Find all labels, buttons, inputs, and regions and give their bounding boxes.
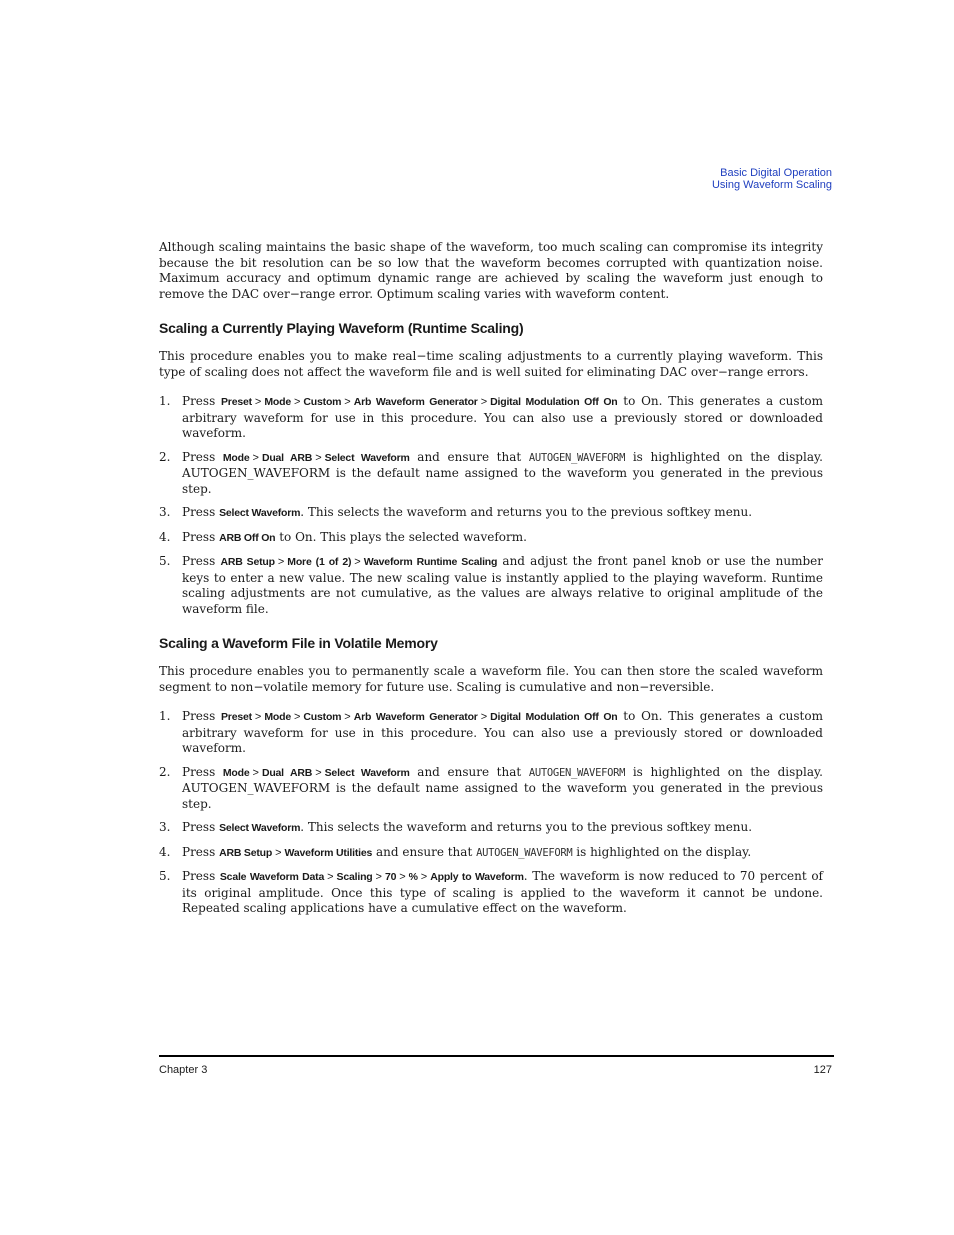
softkey-dual-arb: Dual ARB: [261, 451, 313, 464]
softkey-arb-waveform-generator: Arb Waveform Generator: [353, 396, 478, 408]
step-number: 2.: [159, 764, 171, 779]
menu-separator: >: [293, 396, 301, 408]
softkey-scale-waveform-data: Scale Waveform Data: [219, 871, 325, 883]
softkey-digital-modulation: Digital Modulation Off On: [490, 396, 618, 408]
menu-separator: >: [315, 766, 322, 779]
softkey-dual-arb: Dual ARB: [261, 766, 313, 779]
step-verb: Press: [182, 394, 216, 408]
section-heading-volatile-memory: Scaling a Waveform File in Volatile Memory: [159, 635, 438, 651]
step-text: is highlighted on the display. AUTOGEN_WAVEFORM is the default name assigned to the waveform you generated in the previous step.: [182, 449, 823, 496]
list-item: [159, 530, 823, 547]
header-chapter-title: Basic Digital Operation: [720, 167, 832, 179]
softkey-mode: Mode: [264, 396, 291, 408]
step-verb: Press: [182, 844, 216, 859]
step-verb: Press: [182, 554, 216, 568]
step-verb: Press: [182, 449, 216, 464]
menu-separator: >: [399, 871, 406, 883]
waveform-name-code: AUTOGEN_WAVEFORM: [476, 846, 573, 859]
step-text: and ensure that: [409, 449, 529, 464]
header-section-title: Using Waveform Scaling: [711, 179, 832, 191]
softkey-percent: %: [408, 871, 418, 883]
list-item: [159, 505, 823, 522]
softkey-arb-setup: ARB Setup: [219, 846, 273, 859]
menu-separator: >: [480, 396, 488, 408]
step-number: 4.: [159, 529, 171, 544]
softkey-select-waveform: Select Waveform: [324, 451, 410, 464]
softkey-arb-waveform-generator: Arb Waveform Generator: [353, 711, 478, 723]
step-text: is highlighted on the display. AUTOGEN_WAVEFORM is the default name assigned to the waveform you generated in the previous step.: [182, 764, 823, 811]
menu-separator: >: [315, 451, 322, 464]
step-verb: Press: [182, 529, 216, 544]
list-item: [159, 765, 823, 813]
waveform-name-code: AUTOGEN_WAVEFORM: [528, 451, 626, 464]
list-item: [159, 450, 823, 498]
softkey-apply-to-waveform: Apply to Waveform: [430, 871, 524, 883]
step-number: 4.: [159, 844, 171, 859]
step-text: . This selects the waveform and returns you to the previous softkey menu.: [300, 820, 753, 834]
section-intro: This procedure enables you to permanently scale a waveform file. You can then store the scaled waveform segment to non−volatile memory for future use. Scaling is cumulative and non−reversible.: [159, 664, 823, 694]
menu-separator: >: [344, 711, 351, 723]
step-verb: Press: [182, 869, 216, 883]
softkey-mode: Mode: [222, 766, 250, 779]
softkey-waveform-runtime-scaling: Waveform Runtime Scaling: [363, 556, 498, 568]
step-text: to On. This generates a custom arbitrary waveform for use in this procedure. You can also use a previously stored or downloaded waveform.: [182, 709, 823, 755]
softkey-digital-modulation: Digital Modulation Off On: [490, 711, 618, 723]
softkey-preset: Preset: [221, 711, 252, 723]
key-value-70: 70: [384, 871, 397, 883]
list-item: [159, 394, 823, 442]
step-number: 3.: [159, 505, 171, 519]
intro-paragraph: Although scaling maintains the basic shape of the waveform, too much scaling can compromise its integrity because the bit resolution can be so low that the waveform becomes corrupted with quantization noise. Maximum accuracy and optimum dynamic range are achieved by scaling the waveform just enough to remove the DAC over−range error. Optimum scaling varies with waveform content.: [159, 240, 823, 301]
step-number: 1.: [159, 709, 171, 723]
list-item: [159, 845, 823, 862]
waveform-name-code: AUTOGEN_WAVEFORM: [528, 766, 626, 779]
footer-chapter: Chapter 3: [159, 1064, 208, 1076]
step-text: to On. This generates a custom arbitrary waveform for use in this procedure. You can also use a previously stored or downloaded waveform.: [182, 394, 823, 440]
menu-separator: >: [327, 871, 334, 883]
softkey-more: More (1 of 2): [287, 556, 352, 568]
page-content: [159, 240, 823, 925]
step-number: 2.: [159, 449, 171, 464]
step-verb: Press: [182, 709, 216, 723]
step-number: 3.: [159, 820, 171, 834]
softkey-arb-off-on: ARB Off On: [219, 531, 276, 544]
softkey-custom: Custom: [303, 711, 342, 723]
softkey-select-waveform: Select Waveform: [219, 507, 301, 519]
menu-separator: >: [252, 766, 259, 779]
softkey-scaling: Scaling: [336, 871, 373, 883]
softkey-select-waveform: Select Waveform: [324, 766, 410, 779]
step-text: . The waveform is now reduced to 70 percent of its original amplitude. Once this type of scaling is applied to the waveform it cannot be undone. Repeated scaling applications have a cumulative effect on the waveform.: [182, 869, 823, 915]
list-item: [159, 869, 823, 917]
step-list: [159, 394, 823, 617]
step-text: and ensure that: [372, 844, 477, 859]
step-verb: Press: [182, 764, 216, 779]
menu-separator: >: [254, 711, 262, 723]
menu-separator: >: [354, 556, 361, 568]
step-verb: Press: [182, 820, 216, 834]
step-text: and ensure that: [409, 764, 529, 779]
step-text: and adjust the front panel knob or use the number keys to enter a new value. The new scaling value is instantly applied to the playing waveform. Runtime scaling adjustments are not cumulative, as the values are always relative to original amplitude of the waveform file.: [182, 554, 823, 616]
step-text: . This selects the waveform and returns you to the previous softkey menu.: [300, 505, 753, 519]
footer-rule: [159, 1055, 834, 1057]
step-number: 5.: [159, 869, 171, 883]
softkey-custom: Custom: [303, 396, 342, 408]
menu-separator: >: [293, 711, 301, 723]
menu-separator: >: [254, 396, 262, 408]
step-number: 5.: [159, 554, 171, 568]
softkey-arb-setup: ARB Setup: [220, 556, 275, 568]
step-list: [159, 709, 823, 917]
menu-separator: >: [344, 396, 351, 408]
softkey-preset: Preset: [221, 396, 252, 408]
menu-separator: >: [275, 846, 282, 859]
step-text: to On. This plays the selected waveform.: [275, 529, 527, 544]
list-item: [159, 554, 823, 617]
menu-separator: >: [252, 451, 259, 464]
softkey-select-waveform: Select Waveform: [219, 822, 301, 834]
step-text: is highlighted on the display.: [572, 844, 752, 859]
menu-separator: >: [375, 871, 382, 883]
menu-separator: >: [420, 871, 428, 883]
softkey-mode: Mode: [264, 711, 291, 723]
menu-separator: >: [480, 711, 488, 723]
section-heading-runtime-scaling: Scaling a Currently Playing Waveform (Runtime Scaling): [159, 320, 524, 336]
softkey-mode: Mode: [222, 451, 250, 464]
step-number: 1.: [159, 394, 171, 408]
step-verb: Press: [182, 505, 216, 519]
section-intro: This procedure enables you to make real−time scaling adjustments to a currently playing waveform. This type of scaling does not affect the waveform file and is well suited for eliminating DAC over−range errors.: [159, 349, 823, 379]
list-item: [159, 709, 823, 757]
page-number: 127: [813, 1064, 832, 1076]
list-item: [159, 820, 823, 837]
running-header: [712, 167, 832, 191]
menu-separator: >: [277, 556, 285, 568]
softkey-waveform-utilities: Waveform Utilities: [284, 846, 373, 859]
